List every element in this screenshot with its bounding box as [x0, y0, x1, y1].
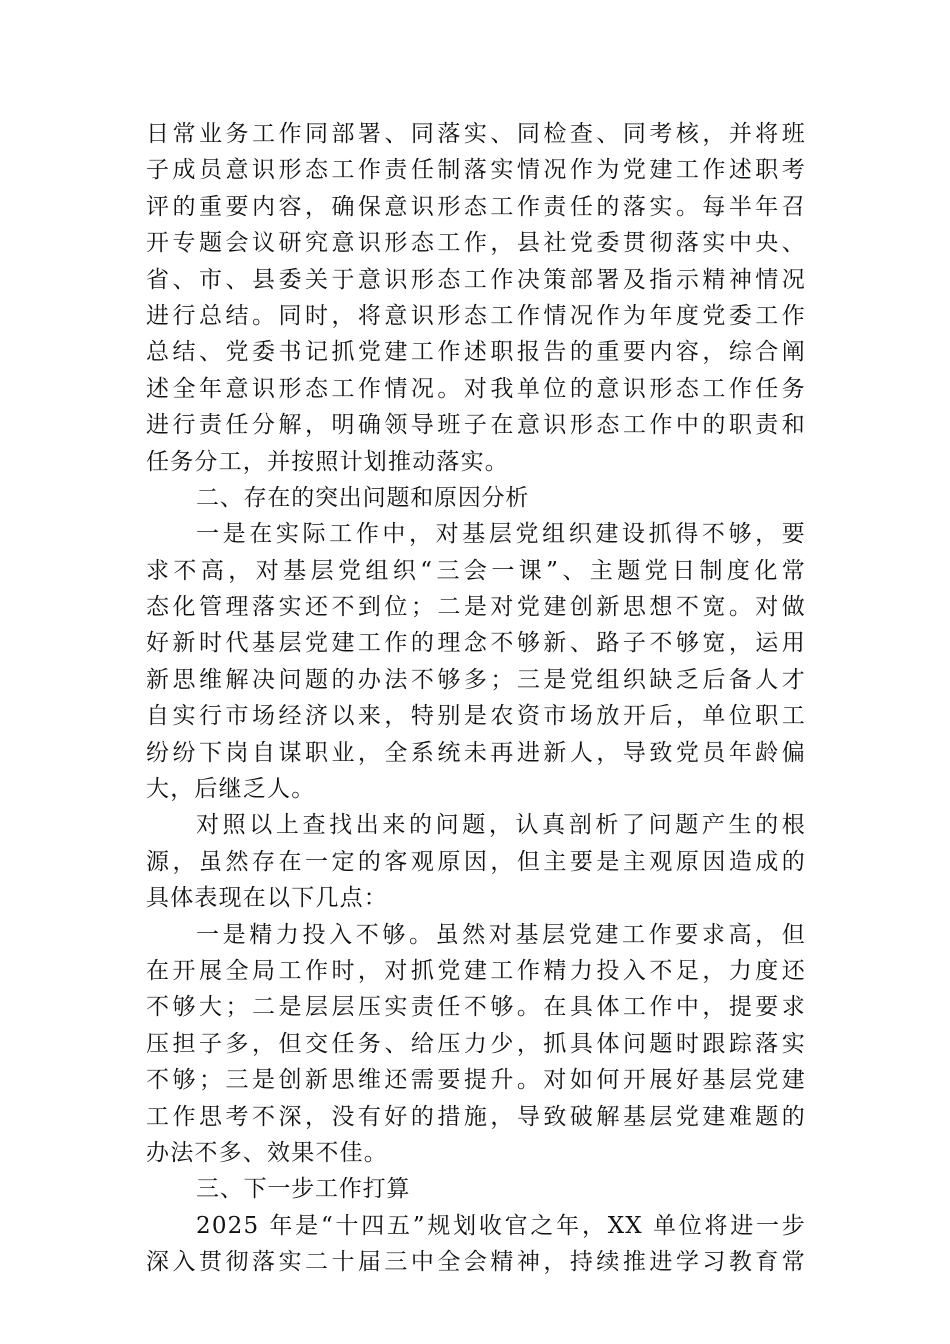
document-body [146, 116, 806, 1281]
text-line: 评的重要内容，确保意识形态工作责任的落实。每半年召 [146, 193, 806, 220]
text-line: 求不高，对基层党组织“三会一课”、主题党日制度化常 [146, 557, 806, 584]
text-line: 办法不多、效果不佳。 [146, 1139, 388, 1166]
text-line: 深入贯彻落实二十届三中全会精神，持续推进学习教育常 [146, 1249, 806, 1276]
text-line: 任务分工，并按照计划推动落实。 [146, 448, 509, 475]
section-heading-next-steps: 三、下一步工作打算 [196, 1176, 411, 1203]
text-line: 自实行市场经济以来，特别是农资市场放开后，单位职工 [146, 703, 806, 730]
paragraph-manifestations [146, 917, 806, 1172]
text-line: 具体表现在以下几点： [146, 885, 388, 912]
text-line: 不够；三是创新思维还需要提升。对如何开展好基层党建 [146, 1067, 806, 1094]
text-line: 纷纷下岗自谋职业，全系统未再进新人，导致党员年龄偏 [146, 739, 806, 766]
text-line: 压担子多，但交任务、给压力少，抓具体问题时跟踪落实 [146, 1030, 806, 1057]
paragraph-ideology-responsibility [146, 116, 806, 480]
text-line: 大，后继乏人。 [146, 776, 316, 803]
text-line: 对照以上查找出来的问题，认真剖析了问题产生的根 [196, 812, 806, 839]
text-line: 一是在实际工作中，对基层党组织建设抓得不够，要 [196, 521, 806, 548]
text-line: 开专题会议研究意识形态工作，县社党委贯彻落实中央、 [146, 230, 806, 257]
paragraph-next-steps [146, 1208, 806, 1281]
text-line: 省、市、县委关于意识形态工作决策部署及指示精神情况 [146, 266, 806, 293]
paragraph-problems [146, 516, 806, 807]
text-line: 不够大；二是层层压实责任不够。在具体工作中，提要求 [146, 994, 806, 1021]
text-line: 态化管理落实还不到位；二是对党建创新思想不宽。对做 [146, 594, 806, 621]
text-line: 2025 年是“十四五”规划收官之年，XX 单位将进一步 [196, 1212, 806, 1239]
text-line: 一是精力投入不够。虽然对基层党建工作要求高，但 [196, 921, 806, 948]
text-line: 述全年意识形态工作情况。对我单位的意识形态工作任务 [146, 375, 806, 402]
text-line: 进行责任分解，明确领导班子在意识形态工作中的职责和 [146, 412, 806, 439]
text-line: 工作思考不深，没有好的措施，导致破解基层党建难题的 [146, 1103, 806, 1130]
text-line: 子成员意识形态工作责任制落实情况作为党建工作述职考 [146, 157, 806, 184]
text-line: 新思维解决问题的办法不够多；三是党组织缺乏后备人才 [146, 666, 806, 693]
text-line: 好新时代基层党建工作的理念不够新、路子不够宽，运用 [146, 630, 806, 657]
text-line: 总结、党委书记抓党建工作述职报告的重要内容，综合阐 [146, 339, 806, 366]
text-line: 日常业务工作同部署、同落实、同检查、同考核，并将班 [146, 121, 806, 147]
paragraph-root-cause [146, 807, 806, 916]
text-line: 进行总结。同时，将意识形态工作情况作为年度党委工作 [146, 302, 806, 329]
section-heading-problems: 二、存在的突出问题和原因分析 [196, 484, 530, 511]
text-line: 源，虽然存在一定的客观原因，但主要是主观原因造成的 [146, 848, 806, 875]
text-line: 在开展全局工作时，对抓党建工作精力投入不足，力度还 [146, 957, 806, 984]
